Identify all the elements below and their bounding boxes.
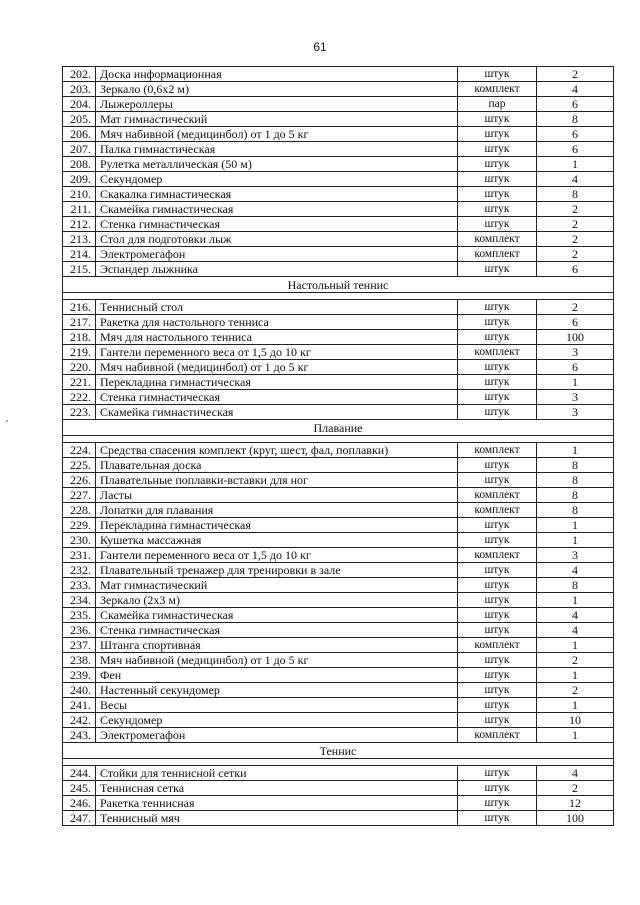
item-unit: штук [458,698,537,713]
spacer-row [63,759,614,766]
item-unit: штук [458,473,537,488]
item-unit: штук [458,142,537,157]
section-header-row [63,420,614,436]
item-name: Теннисный стол [96,300,458,315]
row-number: 233. [63,578,96,593]
table-row [63,458,614,473]
table-row [63,172,614,187]
item-quantity: 2 [537,247,614,262]
table-row [63,781,614,796]
row-number: 216. [63,300,96,315]
row-number: 222. [63,390,96,405]
item-unit: комплект [458,638,537,653]
table-row [63,668,614,683]
item-unit: комплект [458,503,537,518]
item-quantity: 3 [537,405,614,420]
section-title: Теннис [63,743,614,759]
row-number: 228. [63,503,96,518]
row-number: 205. [63,112,96,127]
item-unit: штук [458,668,537,683]
table-row [63,578,614,593]
item-quantity: 1 [537,593,614,608]
item-unit: штук [458,593,537,608]
item-unit: штук [458,187,537,202]
row-number: 239. [63,668,96,683]
row-number: 229. [63,518,96,533]
item-name: Электромегафон [96,728,458,743]
item-quantity: 8 [537,112,614,127]
row-number: 215. [63,262,96,277]
table-row [63,518,614,533]
item-quantity: 6 [537,97,614,112]
item-name: Средства спасения комплект (круг, шест, фал, поплавки) [96,443,458,458]
row-number: 227. [63,488,96,503]
table-row [63,548,614,563]
table-row [63,638,614,653]
item-unit: штук [458,796,537,811]
item-name: Плавательная доска [96,458,458,473]
item-unit: штук [458,390,537,405]
row-number: 226. [63,473,96,488]
item-quantity: 8 [537,187,614,202]
item-quantity: 4 [537,172,614,187]
item-name: Рулетка металлическая (50 м) [96,157,458,172]
item-quantity: 4 [537,82,614,97]
item-name: Мяч набивной (медицинбол) от 1 до 5 кг [96,127,458,142]
row-number: 238. [63,653,96,668]
table-row [63,262,614,277]
spacer-cell [63,293,614,300]
item-name: Теннисный мяч [96,811,458,826]
item-unit: штук [458,405,537,420]
table-row [63,713,614,728]
item-name: Гантели переменного веса от 1,5 до 10 кг [96,345,458,360]
page-number: 61 [313,40,327,54]
item-name: Ласты [96,488,458,503]
item-name: Плавательные поплавки-вставки для ног [96,473,458,488]
item-unit: комплект [458,247,537,262]
item-name: Скамейка гимнастическая [96,202,458,217]
item-name: Зеркало (0,6х2 м) [96,82,458,97]
row-number: 235. [63,608,96,623]
row-number: 236. [63,623,96,638]
table-row [63,503,614,518]
table-row [63,728,614,743]
table-row [63,112,614,127]
item-quantity: 4 [537,766,614,781]
row-number: 218. [63,330,96,345]
item-quantity: 6 [537,262,614,277]
table-row [63,127,614,142]
item-name: Электромегафон [96,247,458,262]
item-name: Плавательный тренажер для тренировки в зале [96,563,458,578]
spacer-cell [63,436,614,443]
item-name: Кушетка массажная [96,533,458,548]
table-row [63,232,614,247]
item-quantity: 3 [537,390,614,405]
equipment-table-body [63,67,614,826]
item-quantity: 2 [537,202,614,217]
row-number: 207. [63,142,96,157]
section-header-row [63,277,614,293]
item-unit: штук [458,811,537,826]
table-row [63,811,614,826]
item-unit: штук [458,533,537,548]
row-number: 213. [63,232,96,247]
item-quantity: 12 [537,796,614,811]
item-quantity: 2 [537,781,614,796]
item-unit: комплект [458,82,537,97]
item-quantity: 3 [537,548,614,563]
item-quantity: 3 [537,345,614,360]
table-row [63,247,614,262]
row-number: 225. [63,458,96,473]
row-number: 212. [63,217,96,232]
item-name: Ракетка теннисная [96,796,458,811]
item-quantity: 1 [537,518,614,533]
row-number: 241. [63,698,96,713]
item-quantity: 1 [537,728,614,743]
item-unit: штук [458,781,537,796]
row-number: 210. [63,187,96,202]
item-unit: штук [458,202,537,217]
item-quantity: 2 [537,653,614,668]
item-unit: штук [458,375,537,390]
item-unit: комплект [458,728,537,743]
row-number: 242. [63,713,96,728]
item-quantity: 100 [537,330,614,345]
table-row [63,405,614,420]
item-quantity: 1 [537,668,614,683]
row-number: 221. [63,375,96,390]
item-unit: штук [458,518,537,533]
item-quantity: 2 [537,232,614,247]
item-unit: штук [458,683,537,698]
item-name: Мяч набивной (медицинбол) от 1 до 5 кг [96,653,458,668]
item-unit: комплект [458,548,537,563]
row-number: 208. [63,157,96,172]
row-number: 223. [63,405,96,420]
item-quantity: 100 [537,811,614,826]
row-number: 243. [63,728,96,743]
table-row [63,375,614,390]
table-row [63,345,614,360]
row-number: 230. [63,533,96,548]
item-name: Стенка гимнастическая [96,390,458,405]
table-row [63,766,614,781]
item-unit: штук [458,458,537,473]
item-name: Эспандер лыжника [96,262,458,277]
item-name: Штанга спортивная [96,638,458,653]
item-quantity: 2 [537,683,614,698]
item-name: Скамейка гимнастическая [96,405,458,420]
row-number: 244. [63,766,96,781]
item-name: Лыжероллеры [96,97,458,112]
table-row [63,187,614,202]
item-quantity: 8 [537,488,614,503]
row-number: 206. [63,127,96,142]
item-name: Перекладина гимнастическая [96,518,458,533]
item-unit: пар [458,97,537,112]
table-row [63,67,614,82]
item-name: Лопатки для плавания [96,503,458,518]
item-unit: комплект [458,488,537,503]
table-row [63,300,614,315]
item-name: Скакалка гимнастическая [96,187,458,202]
row-number: 234. [63,593,96,608]
item-name: Гантели переменного веса от 1,5 до 10 кг [96,548,458,563]
item-name: Мяч для настольного тенниса [96,330,458,345]
row-number: 224. [63,443,96,458]
row-number: 237. [63,638,96,653]
row-number: 211. [63,202,96,217]
item-name: Мяч набивной (медицинбол) от 1 до 5 кг [96,360,458,375]
row-number: 202. [63,67,96,82]
item-quantity: 4 [537,608,614,623]
row-number: 246. [63,796,96,811]
table-row [63,390,614,405]
item-name: Фен [96,668,458,683]
table-row [63,698,614,713]
item-quantity: 6 [537,315,614,330]
item-quantity: 2 [537,217,614,232]
item-quantity: 6 [537,142,614,157]
item-name: Стенка гимнастическая [96,623,458,638]
item-quantity: 6 [537,127,614,142]
table-row [63,488,614,503]
row-number: 232. [63,563,96,578]
row-number: 220. [63,360,96,375]
item-quantity: 8 [537,473,614,488]
item-unit: штук [458,172,537,187]
item-name: Настенный секундомер [96,683,458,698]
item-name: Зеркало (2х3 м) [96,593,458,608]
item-quantity: 4 [537,623,614,638]
item-unit: штук [458,578,537,593]
item-unit: штук [458,766,537,781]
item-unit: штук [458,315,537,330]
item-unit: комплект [458,232,537,247]
table-row [63,202,614,217]
row-number: 217. [63,315,96,330]
spacer-cell [63,759,614,766]
item-name: Ракетка для настольного тенниса [96,315,458,330]
table-row [63,443,614,458]
item-unit: штук [458,127,537,142]
table-row [63,330,614,345]
item-quantity: 1 [537,638,614,653]
item-unit: штук [458,623,537,638]
row-number: 240. [63,683,96,698]
item-unit: штук [458,262,537,277]
table-row [63,563,614,578]
item-name: Палка гимнастическая [96,142,458,157]
table-row [63,315,614,330]
item-name: Стенка гимнастическая [96,217,458,232]
item-quantity: 8 [537,503,614,518]
table-row [63,473,614,488]
table-row [63,593,614,608]
item-quantity: 8 [537,458,614,473]
row-number: 219. [63,345,96,360]
section-header-row [63,743,614,759]
row-number: 203. [63,82,96,97]
item-unit: штук [458,713,537,728]
item-quantity: 1 [537,375,614,390]
spacer-row [63,436,614,443]
item-name: Скамейка гимнастическая [96,608,458,623]
section-title: Настольный теннис [63,277,614,293]
item-quantity: 1 [537,533,614,548]
item-quantity: 4 [537,563,614,578]
table-row [63,683,614,698]
row-number: 214. [63,247,96,262]
item-unit: штук [458,608,537,623]
equipment-table [62,66,614,826]
table-row [63,217,614,232]
item-unit: штук [458,360,537,375]
item-name: Мат гимнастический [96,578,458,593]
item-quantity: 1 [537,157,614,172]
item-quantity: 1 [537,443,614,458]
table-row [63,82,614,97]
item-unit: штук [458,563,537,578]
row-number: 245. [63,781,96,796]
spacer-row [63,293,614,300]
table-row [63,157,614,172]
item-quantity: 2 [537,67,614,82]
item-name: Перекладина гимнастическая [96,375,458,390]
section-title: Плавание [63,420,614,436]
item-name: Стол для подготовки лыж [96,232,458,247]
item-quantity: 6 [537,360,614,375]
item-name: Весы [96,698,458,713]
item-quantity: 2 [537,300,614,315]
row-number: 247. [63,811,96,826]
item-unit: штук [458,217,537,232]
table-row [63,360,614,375]
item-name: Мат гимнастический [96,112,458,127]
item-name: Теннисная сетка [96,781,458,796]
scan-artifact [6,420,8,422]
table-row [63,796,614,811]
item-unit: штук [458,653,537,668]
table-row [63,623,614,638]
row-number: 209. [63,172,96,187]
item-quantity: 10 [537,713,614,728]
table-row [63,97,614,112]
table-row [63,653,614,668]
row-number: 204. [63,97,96,112]
item-unit: комплект [458,345,537,360]
item-quantity: 8 [537,578,614,593]
item-name: Секундомер [96,172,458,187]
table-row [63,608,614,623]
item-name: Стойки для теннисной сетки [96,766,458,781]
table-row [63,142,614,157]
item-unit: штук [458,330,537,345]
row-number: 231. [63,548,96,563]
item-name: Доска информационная [96,67,458,82]
item-unit: штук [458,157,537,172]
item-unit: штук [458,67,537,82]
table-row [63,533,614,548]
item-quantity: 1 [537,698,614,713]
item-name: Секундомер [96,713,458,728]
item-unit: штук [458,112,537,127]
item-unit: комплект [458,443,537,458]
item-unit: штук [458,300,537,315]
